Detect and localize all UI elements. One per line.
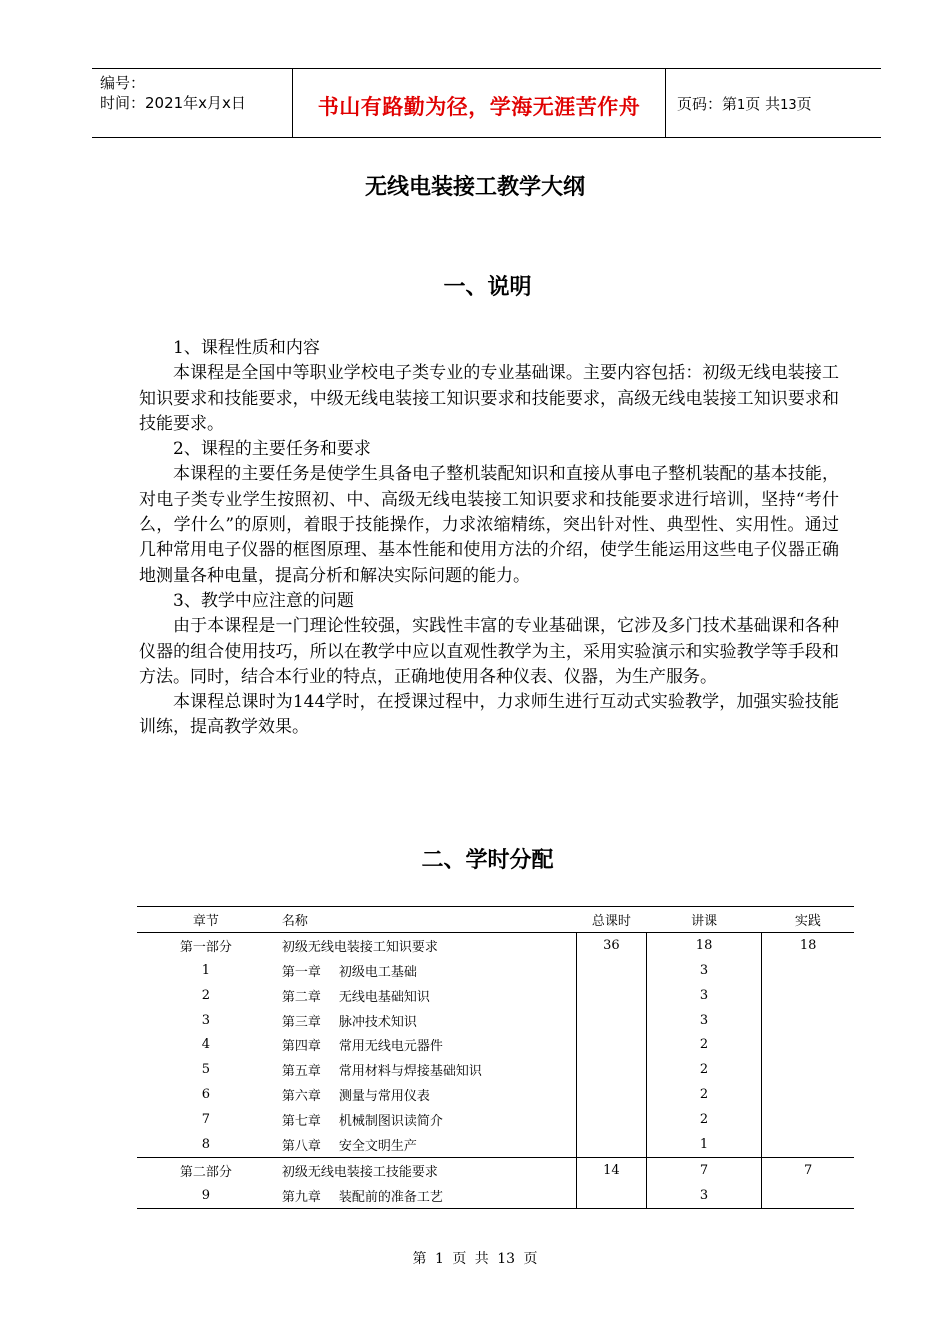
column-header: 名称 — [275, 907, 576, 933]
name-cell — [275, 983, 576, 1008]
header-meta — [100, 73, 290, 113]
table-row — [137, 1157, 854, 1182]
table-row — [137, 1008, 854, 1033]
paragraph: 3、教学中应注意的问题 — [173, 590, 354, 611]
chapter-label: 第三章 — [281, 1014, 321, 1030]
header-motto: 书山有路勤为径，学海无涯苦作舟 — [317, 95, 641, 119]
footer-total: 13 — [497, 1251, 516, 1267]
lecture-hours-cell: 18 — [646, 932, 761, 957]
section-cell: 1 — [201, 962, 211, 978]
chapter-label: 第二章 — [281, 989, 321, 1005]
chapter-name: 初级无线电装接工技能要求 — [281, 1164, 438, 1180]
chapter-name: 初级无线电装接工知识要求 — [281, 939, 438, 955]
table-header-row — [137, 907, 854, 933]
lecture-hours-cell: 1 — [646, 1132, 761, 1157]
chapter-name: 脉冲技术知识 — [338, 1014, 417, 1030]
page-total: 13 — [780, 98, 797, 113]
practice-hours-cell — [762, 958, 854, 983]
section-cell: 2 — [201, 987, 211, 1003]
section-cell: 9 — [137, 1183, 275, 1208]
column-header: 实践 — [762, 907, 854, 933]
page-mid: 页 共 — [745, 95, 781, 113]
chapter-label: 第六章 — [281, 1089, 321, 1105]
name-cell — [275, 1082, 576, 1107]
code-label: 编号： — [100, 74, 146, 92]
lecture-hours-cell: 2 — [646, 1057, 761, 1082]
table-row — [137, 1107, 854, 1132]
name-cell — [275, 1057, 576, 1082]
paragraph: 1、课程性质和内容 — [173, 338, 320, 358]
chapter-label: 第七章 — [281, 1114, 321, 1130]
table-row — [137, 958, 854, 983]
section-cell: 8 — [201, 1136, 211, 1152]
paragraph: 本课程是全国中等职业学校电子类专业的专业基础课。主要内容包括：初级无线电装接工知识要求和技能要求，中级无线电装接工知识要求和技能要求，高级无线电装接工知识要求和技能要求。 — [139, 363, 839, 434]
total-hours-cell: 36 — [576, 932, 646, 957]
total-hours-cell — [576, 1082, 646, 1107]
page-footer — [0, 1248, 950, 1268]
chapter-label: 第一章 — [281, 964, 321, 980]
section-1-body — [139, 336, 839, 741]
name-cell — [275, 1183, 576, 1208]
chapter-name: 机械制图识读简介 — [338, 1114, 443, 1130]
chapter-name: 安全文明生产 — [338, 1138, 417, 1154]
chapter-name: 装配前的准备工艺 — [338, 1189, 443, 1205]
total-hours-cell — [576, 1132, 646, 1157]
table-row — [137, 1132, 854, 1157]
page-current: 1 — [737, 98, 746, 113]
chapter-label: 第八章 — [281, 1138, 321, 1154]
footer-current: 1 — [434, 1251, 444, 1267]
total-hours-cell — [576, 1107, 646, 1132]
table-row — [137, 1057, 854, 1082]
lecture-hours-cell: 3 — [646, 1183, 761, 1208]
chapter-name: 无线电基础知识 — [338, 989, 430, 1005]
paragraph: 由于本课程是一门理论性较强，实践性丰富的专业基础课，它涉及多门技术基础课和各种仪器的组合使用技巧，所以在教学中应以直观性教学为主，采用实验演示和实验教学等手段和方法。同时，结合本行业的特点，正确地使用各种仪表、仪器，为生产服务。 — [139, 616, 839, 687]
section-cell: 3 — [201, 1012, 211, 1028]
total-hours-cell — [576, 1008, 646, 1033]
page-suffix: 页 — [796, 95, 812, 113]
total-hours-cell — [576, 1183, 646, 1208]
practice-hours-cell: 7 — [762, 1157, 854, 1182]
lecture-hours-cell: 3 — [646, 983, 761, 1008]
section-cell: 5 — [201, 1062, 211, 1078]
chapter-name: 常用材料与焊接基础知识 — [338, 1064, 482, 1080]
practice-hours-cell — [762, 983, 854, 1008]
footer-prefix: 第 — [412, 1251, 427, 1267]
total-hours-cell — [576, 958, 646, 983]
name-cell — [275, 1107, 576, 1132]
lecture-hours-cell: 2 — [646, 1107, 761, 1132]
practice-hours-cell — [762, 1183, 854, 1208]
practice-hours-cell — [762, 1107, 854, 1132]
table-body — [137, 932, 854, 1208]
table-row — [137, 932, 854, 957]
paragraph: 2、课程的主要任务和要求 — [173, 439, 371, 460]
page-header — [92, 68, 881, 138]
practice-hours-cell — [762, 1082, 854, 1107]
practice-hours-cell — [762, 1132, 854, 1157]
name-cell — [275, 1132, 576, 1157]
column-header: 章节 — [137, 907, 275, 933]
section-1-heading: 一、说明 — [443, 275, 532, 300]
lecture-hours-cell: 3 — [646, 1008, 761, 1033]
time-label: 时间：2021年x月x日 — [100, 94, 246, 112]
practice-hours-cell: 18 — [762, 932, 854, 957]
section-cell: 7 — [201, 1112, 211, 1128]
chapter-name: 常用无线电元器件 — [338, 1039, 443, 1055]
name-cell — [275, 1032, 576, 1057]
chapter-label: 第九章 — [281, 1189, 321, 1205]
table-row — [137, 1183, 854, 1208]
document-title: 无线电装接工教学大纲 — [364, 175, 585, 200]
column-header: 讲课 — [646, 907, 761, 933]
total-hours-cell — [576, 1057, 646, 1082]
column-header: 总课时 — [576, 907, 646, 933]
lecture-hours-cell: 3 — [646, 958, 761, 983]
practice-hours-cell — [762, 1008, 854, 1033]
chapter-label: 第四章 — [281, 1039, 321, 1055]
table-row — [137, 1082, 854, 1107]
hours-table — [137, 906, 854, 1209]
chapter-label: 第五章 — [281, 1064, 321, 1080]
name-cell — [275, 932, 576, 957]
paragraph: 本课程总课时为144学时，在授课过程中，力求师生进行互动式实验教学，加强实验技能训练，提高教学效果。 — [139, 692, 839, 738]
section-cell: 6 — [201, 1087, 211, 1103]
section-cell: 第二部分 — [137, 1157, 275, 1182]
header-divider — [665, 69, 666, 137]
section-2-heading: 二、学时分配 — [421, 848, 554, 873]
name-cell — [275, 958, 576, 983]
header-page-number — [677, 93, 812, 114]
footer-suffix: 页 — [523, 1251, 538, 1267]
practice-hours-cell — [762, 1057, 854, 1082]
footer-mid: 页 共 — [452, 1251, 489, 1267]
practice-hours-cell — [762, 1032, 854, 1057]
table-row — [137, 983, 854, 1008]
section-cell: 第一部分 — [179, 939, 232, 955]
name-cell — [275, 1008, 576, 1033]
paragraph: 本课程的主要任务是使学生具备电子整机装配知识和直接从事电子整机装配的基本技能，对电子类专业学生按照初、中、高级无线电装接工知识要求和技能要求进行培训，坚持“考什么，学什么”的原则，着眼于技能操作，力求浓缩精练，突出针对性、典型性、实用性。通过几种常用电子仪器的框图原理、基本性能和使用方法的介绍，使学生能运用这些电子仪器正确地测量各种电量，提高分析和解决实际问题的能力。 — [139, 464, 839, 586]
lecture-hours-cell: 2 — [646, 1032, 761, 1057]
page-prefix: 页码：第 — [677, 95, 738, 113]
chapter-name: 初级电工基础 — [338, 964, 417, 980]
total-hours-cell — [576, 983, 646, 1008]
total-hours-cell: 14 — [576, 1157, 646, 1182]
lecture-hours-cell: 7 — [646, 1157, 761, 1182]
name-cell — [275, 1157, 576, 1182]
table-row — [137, 1032, 854, 1057]
chapter-name: 测量与常用仪表 — [338, 1089, 430, 1105]
lecture-hours-cell: 2 — [646, 1082, 761, 1107]
total-hours-cell — [576, 1032, 646, 1057]
section-cell: 4 — [201, 1037, 211, 1053]
